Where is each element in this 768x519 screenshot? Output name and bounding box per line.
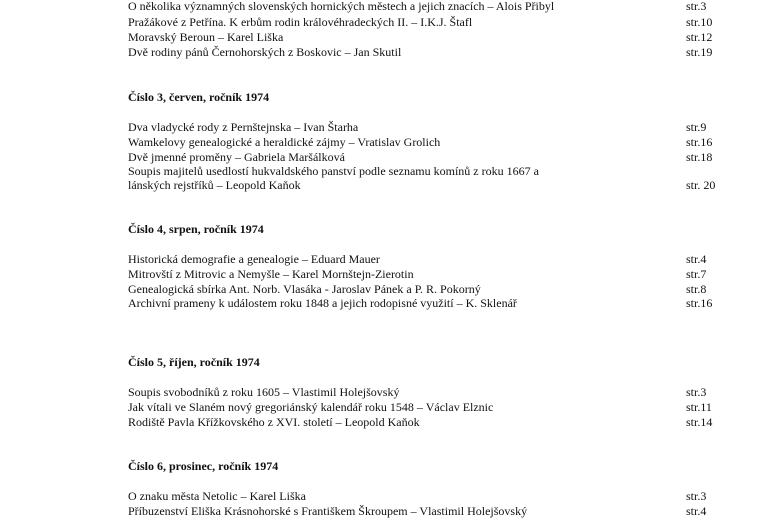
entry-page: str.3 — [686, 385, 707, 399]
entry-page: str.4 — [686, 252, 707, 266]
entry-page: str.8 — [686, 282, 707, 296]
entry-page: str. 20 — [686, 178, 716, 192]
entry-title: Mitrovští z Mitrovic a Nemyšle – Karel Mornštejn-Zierotin — [128, 267, 414, 281]
issue-heading: Číslo 4, srpen, ročník 1974 — [128, 222, 264, 236]
entry-page: str.12 — [686, 30, 713, 44]
entry-title: Dvě rodiny pánů Černohorských z Boskovic – Jan Skutil — [128, 45, 402, 59]
entry-page: str.9 — [686, 120, 707, 134]
entry-page: str.16 — [686, 296, 713, 310]
entry-title: Dva vladycké rody z Pernštejnska – Ivan Štarha — [128, 120, 359, 134]
entry-page: str.11 — [686, 400, 712, 414]
issue-heading: Číslo 6, prosinec, ročník 1974 — [128, 459, 279, 473]
entry-title: Dvě jmenné proměny – Gabriela Maršálková — [128, 150, 345, 164]
entry-page: str.18 — [686, 150, 713, 164]
entry-title: Rodiště Pavla Křížkovského z XVI. století – Leopold Kaňok — [128, 415, 420, 429]
entry-page: str.16 — [686, 135, 713, 149]
entry-title: Historická demografie a genealogie – Eduard Mauer — [128, 252, 380, 266]
entry-title: O několika významných slovenských hornických městech a jejich znacích – Alois Přibyl — [128, 0, 555, 13]
entry-title: Wamkelovy genealogické a heraldické zájmy – Vratislav Grolich — [128, 135, 441, 149]
entry-title: Pražákové z Petřína. K erbům rodin královéhradeckých II. – I.K.J. Štafl — [128, 15, 473, 29]
entry-page: str.7 — [686, 267, 707, 281]
entry-title: Soupis svobodníků z roku 1605 – Vlastimil Holejšovský — [128, 385, 400, 399]
entry-page: str.4 — [686, 504, 707, 518]
entry-page: str.10 — [686, 15, 713, 29]
entry-page: str.14 — [686, 415, 713, 429]
entry-title: Soupis majitelů usedlostí hukvaldského panství podle seznamu komínů z roku 1667 a — [128, 164, 539, 178]
entry-page: str.3 — [686, 0, 707, 13]
entry-title: Moravský Beroun – Karel Liška — [128, 30, 284, 44]
entry-title: Jak vítali ve Slaném nový gregoriánský kalendář roku 1548 – Václav Elznic — [128, 400, 494, 414]
issue-heading: Číslo 3, červen, ročník 1974 — [128, 90, 270, 104]
entry-page: str.3 — [686, 489, 707, 503]
entry-title: Příbuzenství Eliška Krásnohorské s Františkem Škroupem – Vlastimil Holejšovský — [128, 504, 528, 518]
entry-title: Archivní prameny k událostem roku 1848 a jejich rodopisné využití – K. Sklenář — [128, 296, 517, 310]
entry-title: O znaku města Netolic – Karel Liška — [128, 489, 306, 503]
entry-page: str.19 — [686, 45, 713, 59]
entry-title: lánských rejstříků – Leopold Kaňok — [128, 178, 301, 192]
issue-heading: Číslo 5, říjen, ročník 1974 — [128, 355, 260, 369]
entry-title: Genealogická sbírka Ant. Norb. Vlasáka - Jaroslav Pánek a P. R. Pokorný — [128, 282, 481, 296]
